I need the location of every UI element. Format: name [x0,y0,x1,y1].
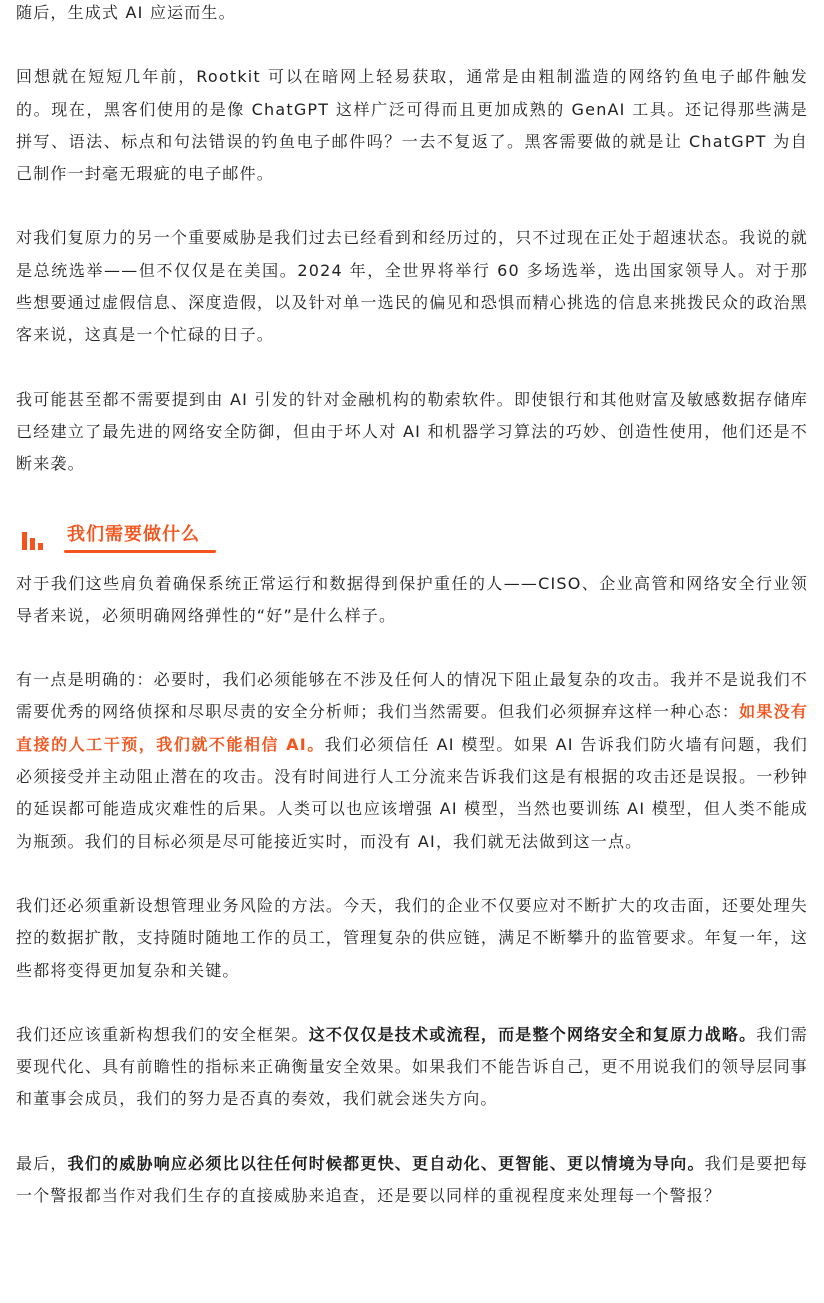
text-run: 我们是要把每一个警报都当作对我们生存的直接威胁来追查，还是要以同样的重视程度来处理每一个警报？ [16,1153,808,1206]
paragraph-business-risk: 我们还必须重新设想管理业务风险的方法。今天，我们的企业不仅要应对不断扩大的攻击面，还要处理失控的数据扩散，支持随时随地工作的员工，管理复杂的供应链，满足不断攀升的监管要求。年复一年，这些都将变得更加复杂和关键。 [16,895,808,980]
text-run: 我们还应该重新构想我们的安全框架。 [16,1024,309,1044]
text-run: 我们必须信任 AI 模型。如果 AI 告诉我们防火墙有问题，我们必须接受并主动阻止潜在的攻击。没有时间进行人工分流来告诉我们这是有根据的攻击还是误报。一秒钟的延误都可能造成灾难性的后果。人类可以也应该增强 AI 模型，当然也要训练 AI 模型，但人类不能成为瓶颈。我们的目标必须是尽可能接近实时，而没有 AI，我们就无法做到这一点。 [16,734,808,851]
bar-chart-icon [22,532,48,550]
paragraph-intro: 随后，生成式 AI 应运而生。 [16,3,236,22]
paragraph-elections: 对我们复原力的另一个重要威胁是我们过去已经看到和经历过的，只不过现在正处于超速状态。我说的就是总统选举——但不仅仅是在美国。2024 年，全世界将举行 60 多场选举，选出国家领导人。对于那些想要通过虚假信息、深度造假，以及针对单一选民的偏见和恐惧而精心挑选的信息来挑拨民众的政治黑客来说，这真是一个忙碌的日子。 [16,228,808,345]
paragraph-threat-response [16,1148,808,1213]
paragraph-ciso: 对于我们这些肩负着确保系统正常运行和数据得到保护重任的人——CISO、企业高管和网络安全行业领导者来说，必须明确网络弹性的“好”是什么样子。 [16,573,808,625]
paragraph-ransomware: 我可能甚至都不需要提到由 AI 引发的针对金融机构的勒索软件。即使银行和其他财富及敏感数据存储库已经建立了最先进的网络安全防御，但由于坏人对 AI 和机器学习算法的巧妙、创造性使用，他们还是不断来袭。 [16,389,808,474]
highlighted-statement: 如果没有直接的人工干预，我们就不能相信 AI。 [16,702,808,754]
bold-statement: 我们的威胁响应必须比以往任何时候都更快、更自动化、更智能、更以情境为导向。 [67,1153,705,1173]
paragraph-trust-ai [16,664,808,858]
section-title-underline [64,550,216,553]
text-run: 最后， [16,1153,68,1173]
text-run: 我们需要现代化、具有前瞻性的指标来正确衡量安全效果。如果我们不能告诉自己，更不用说我们的领导层同事和董事会成员，我们的努力是否真的奏效，我们就会迷失方向。 [16,1024,808,1109]
section-heading [16,516,808,556]
text-run: 有一点是明确的：必要时，我们必须能够在不涉及任何人的情况下阻止最复杂的攻击。我并不是说我们不需要优秀的网络侦探和尽职尽责的安全分析师；我们当然需要。但我们必须摒弃这样一种心态： [16,670,808,722]
paragraph-phishing: 回想就在短短几年前，Rootkit 可以在暗网上轻易获取，通常是由粗制滥造的网络钓鱼电子邮件触发的。现在，黑客们使用的是像 ChatGPT 这样广泛可得而且更加成熟的 GenAI 工具。还记得那些满是拼写、语法、标点和句法错误的钓鱼电子邮件吗？一去不复返了。黑客需要做的就是让 ChatGPT 为自己制作一封毫无瑕疵的电子邮件。 [16,67,808,184]
article-body [16,0,808,1212]
bold-statement: 这不仅仅是技术或流程，而是整个网络安全和复原力战略。 [308,1024,757,1044]
paragraph-security-framework [16,1019,808,1116]
section-title: 我们需要做什么 [67,523,200,545]
